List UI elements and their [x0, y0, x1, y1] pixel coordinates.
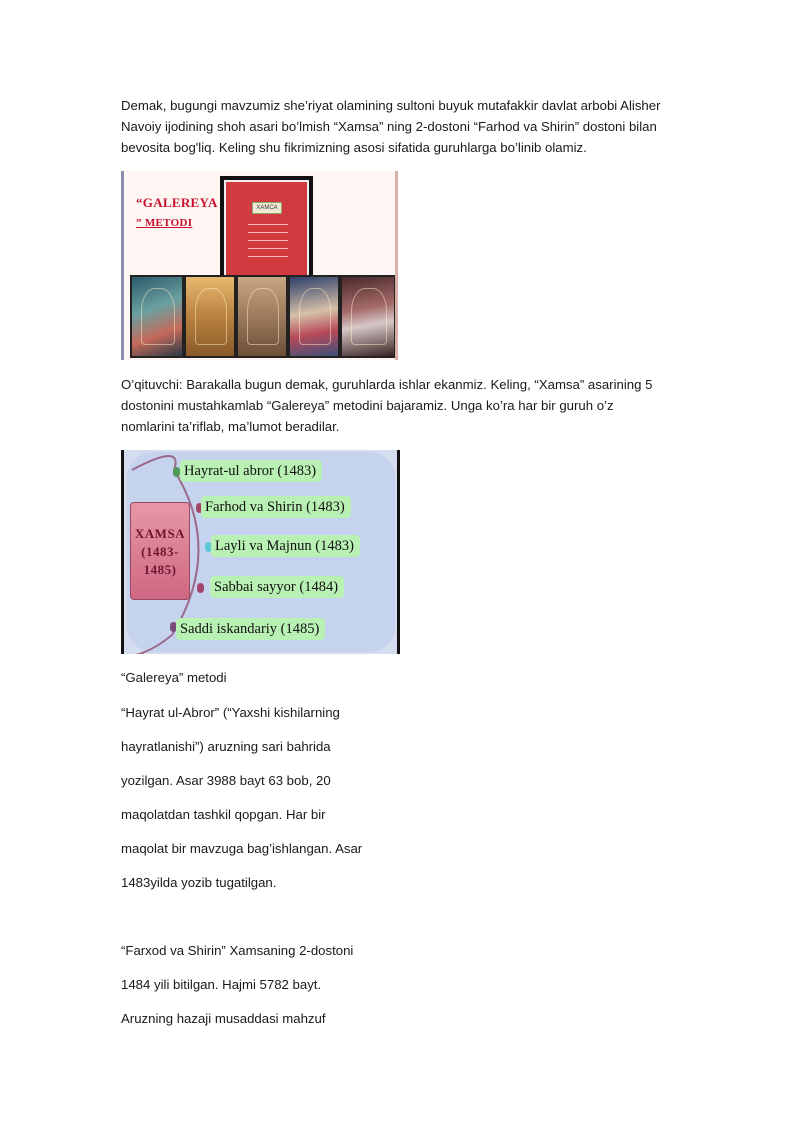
body-line: 1483yilda yozib tugatilgan.: [121, 875, 277, 890]
body-line: “Farxod va Shirin” Xamsaning 2-dostoni: [121, 943, 354, 958]
xamsa-book-cover: [220, 176, 313, 281]
miniature-painting: [288, 275, 340, 358]
intro-line-1: Demak, bugungi mavzumiz she’riyat olamining sultoni buyuk mutafakkir davlat arbobi Alisher: [121, 98, 661, 113]
body-line: maqolatdan tashkil qopgan. Har bir: [121, 807, 326, 822]
galereya-metodi-image: [121, 171, 398, 360]
body-line: maqolat bir mavzuga bag’ishlangan. Asar: [121, 841, 363, 856]
dostan-item-4: Sabbai sayyor (1484): [210, 576, 344, 598]
teacher-line-1: O’qituvchi: Barakalla bugun demak, guruhlarda ishlar ekanmiz. Keling, “Xamsa” asarining 5: [121, 377, 653, 392]
gallery-method-heading: “Galereya” metodi: [121, 670, 227, 685]
miniature-paintings: [130, 275, 398, 358]
body-line: Aruzning hazaji musaddasi mahzuf: [121, 1011, 326, 1026]
gallery-title-line-1: “GALEREYA: [136, 195, 218, 210]
body-line: yozilgan. Asar 3988 bayt 63 bob, 20: [121, 773, 331, 788]
miniature-painting: [184, 275, 236, 358]
book-cover-label: ХАМСА: [252, 202, 282, 214]
intro-line-3: bevosita bog'liq. Keling shu fikrimizning asosi sifatida guruhlarga bo’linib olamiz.: [121, 140, 587, 155]
miniature-painting: [236, 275, 288, 358]
dostan-item-2: Farhod va Shirin (1483): [201, 496, 351, 518]
intro-paragraph: [121, 95, 691, 158]
miniature-painting: [130, 275, 184, 358]
gallery-image-title: [136, 193, 218, 233]
dostan-item-3: Layli va Majnun (1483): [211, 535, 360, 557]
miniature-painting: [340, 275, 396, 358]
xamsa-diagram: [121, 450, 400, 654]
intro-line-2: Navoiy ijodining shoh asari bo’lmish “Xamsa” ning 2-dostoni “Farhod va Shirin” dostoni bilan: [121, 119, 657, 134]
gallery-title-line-2: ” METODI: [136, 217, 193, 229]
teacher-line-3: nomlarini ta’riflab, ma’lumot beradilar.: [121, 419, 340, 434]
dostan-item-5: Saddi iskandariy (1485): [176, 618, 325, 640]
body-line: hayratlanishi”) aruzning sari bahrida: [121, 739, 331, 754]
body-line: “Hayrat ul-Abror” (“Yaxshi kishilarning: [121, 705, 340, 720]
item-dot: [173, 467, 180, 477]
dostan-item-1: Hayrat-ul abror (1483): [180, 460, 322, 482]
teacher-line-2: dostonini mustahkamlab “Galereya” metodini bajaramiz. Unga ko’ra har bir guruh o’z: [121, 398, 614, 413]
xamsa-center-box: XAMSA (1483- 1485): [130, 502, 190, 600]
item-dot: [197, 583, 204, 593]
teacher-paragraph: [121, 374, 691, 437]
body-line: 1484 yili bitilgan. Hajmi 5782 bayt.: [121, 977, 322, 992]
